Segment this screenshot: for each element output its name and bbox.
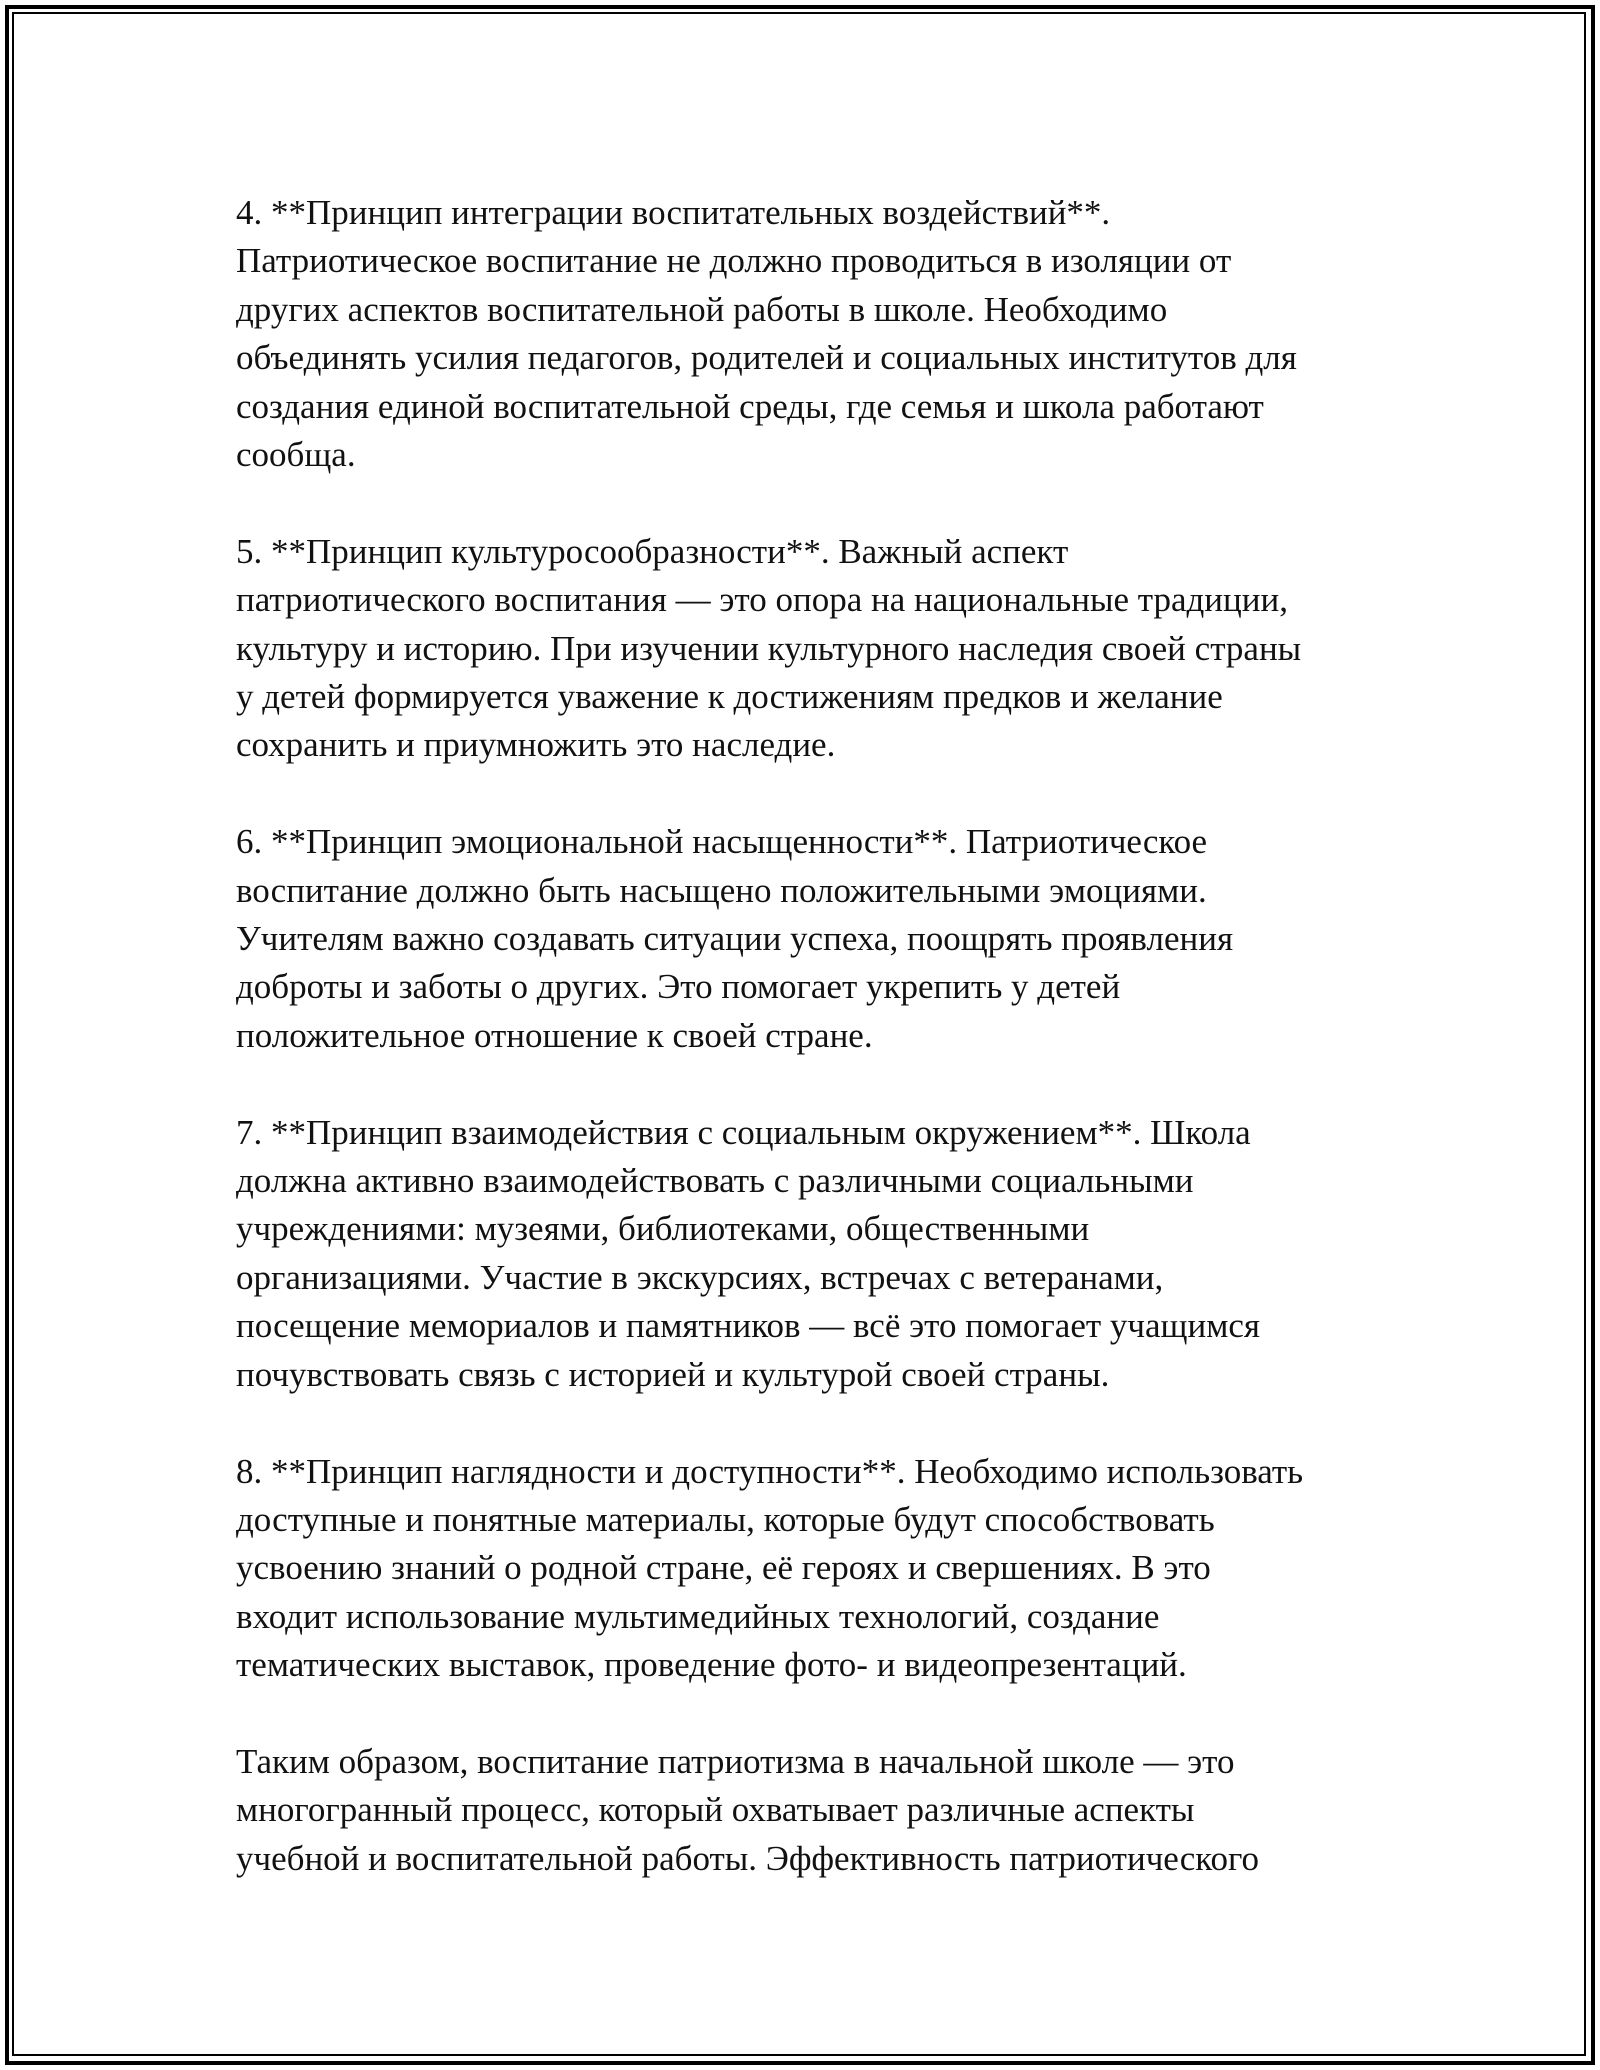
text-line: 8. **Принцип наглядности и доступности**. Необходимо использовать: [236, 1451, 1304, 1491]
text-line: объединять усилия педагогов, родителей и социальных институтов для: [236, 338, 1297, 378]
text-line: многогранный процесс, который охватывает различные аспекты: [236, 1790, 1195, 1830]
paragraph-principle-5: [236, 528, 1386, 770]
text-line: Учителям важно создавать ситуации успеха, поощрять проявления: [236, 919, 1234, 959]
text-line: 4. **Принцип интеграции воспитательных воздействий**.: [236, 193, 1111, 232]
text-line: 6. **Принцип эмоциональной насыщенности**. Патриотическое: [236, 822, 1208, 862]
text-line: усвоению знаний о родной стране, её героях и свершениях. В это: [236, 1548, 1211, 1588]
text-line: у детей формируется уважение к достижениям предков и желание: [236, 677, 1223, 717]
text-line: почувствовать связь с историей и культурой своей страны.: [236, 1354, 1110, 1394]
text-line: Таким образом, воспитание патриотизма в начальной школе — это: [236, 1741, 1235, 1781]
text-line: других аспектов воспитательной работы в школе. Необходимо: [236, 289, 1168, 329]
text-line: учреждениями: музеями, библиотеками, общественными: [236, 1209, 1090, 1249]
text-line: доступные и понятные материалы, которые будут способствовать: [236, 1499, 1215, 1539]
text-line: сохранить и приумножить это наследие.: [236, 725, 836, 765]
text-line: посещение мемориалов и памятников — всё это помогает учащимся: [236, 1306, 1261, 1346]
paragraph-principle-4: [236, 189, 1386, 479]
text-line: учебной и воспитательной работы. Эффективность патриотического: [236, 1838, 1259, 1878]
document-body: [236, 189, 1386, 1932]
paragraph-principle-8: [236, 1448, 1386, 1690]
text-line: патриотического воспитания — это опора на национальные традиции,: [236, 580, 1288, 620]
text-line: 7. **Принцип взаимодействия с социальным окружением**. Школа: [236, 1112, 1251, 1152]
text-line: входит использование мультимедийных технологий, создание: [236, 1596, 1160, 1636]
text-line: Патриотическое воспитание не должно проводиться в изоляции от: [236, 241, 1232, 281]
text-line: положительное отношение к своей стране.: [236, 1015, 873, 1055]
paragraph-conclusion: [236, 1738, 1386, 1883]
text-line: тематических выставок, проведение фото- и видеопрезентаций.: [236, 1645, 1187, 1685]
paragraph-principle-7: [236, 1109, 1386, 1399]
text-line: должна активно взаимодействовать с различными социальными: [236, 1161, 1194, 1201]
paragraph-principle-6: [236, 818, 1386, 1060]
text-line: сообща.: [236, 435, 356, 475]
text-line: доброты и заботы о других. Это помогает укрепить у детей: [236, 967, 1121, 1007]
text-line: воспитание должно быть насыщено положительными эмоциями.: [236, 870, 1207, 910]
text-line: организациями. Участие в экскурсиях, встречах с ветеранами,: [236, 1257, 1164, 1297]
text-line: 5. **Принцип культуросообразности**. Важный аспект: [236, 531, 1069, 571]
text-line: создания единой воспитательной среды, где семья и школа работают: [236, 386, 1264, 426]
text-line: культуру и историю. При изучении культурного наследия своей страны: [236, 628, 1302, 668]
